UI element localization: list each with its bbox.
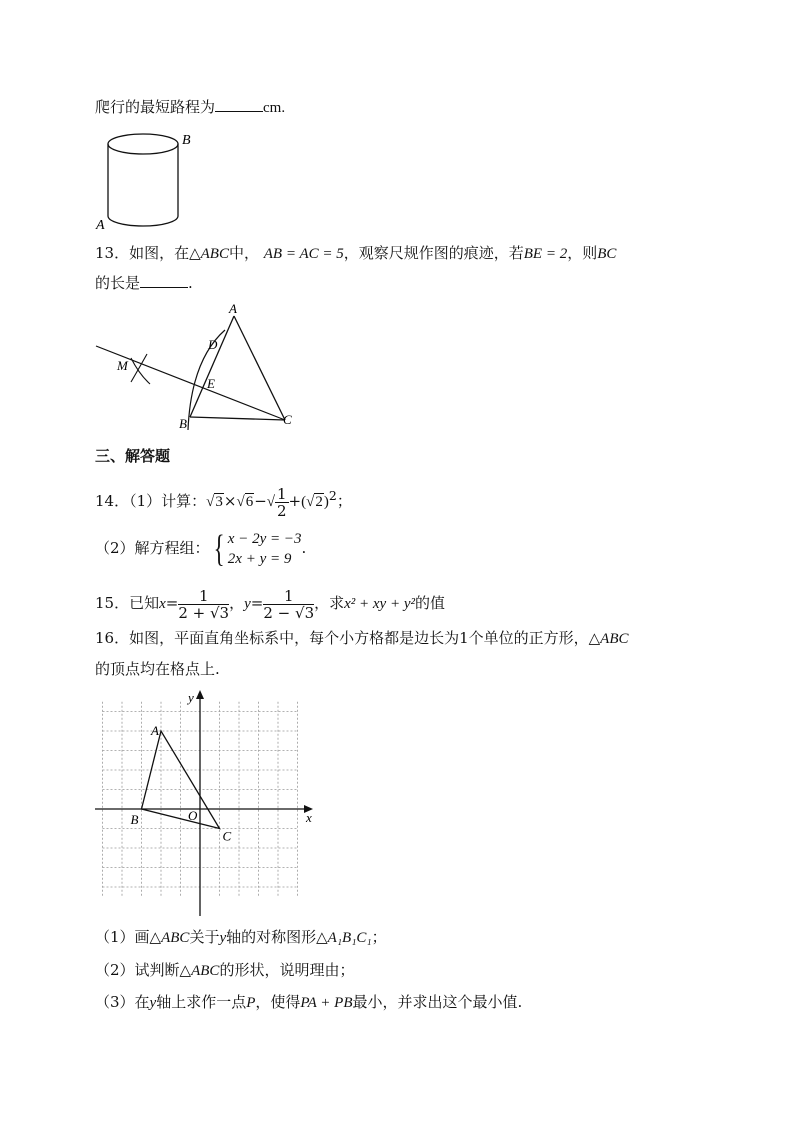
origin-label: O [188, 808, 198, 823]
q16-sub2-b: 的形状，说明理由； [219, 961, 355, 979]
q15-prefix: 15．已知 [95, 594, 160, 612]
q16-sub3 [95, 992, 522, 1013]
q13-then: ，则 [567, 244, 598, 262]
q13-after: ，观察尺规作图的痕迹，若 [343, 244, 524, 262]
q15-frac-y-den: 2 − √3 [263, 603, 315, 622]
q16-sub3-p: P [246, 995, 256, 1011]
cylinder-top-ellipse [108, 134, 178, 154]
axis-label-y: y [188, 690, 194, 705]
q14-sqrt2: 2 [315, 494, 323, 510]
q16-sub3-a: （3）在 [95, 993, 150, 1011]
q15-frac-x [178, 588, 229, 621]
q12-text: 爬行的最短路程为 [95, 98, 216, 116]
q15-eq2: = [250, 594, 264, 612]
q15-frac-x-num: 1 [178, 588, 229, 605]
vertex-label-b: B [130, 812, 139, 827]
label-c: C [283, 412, 292, 427]
label-a: A [229, 301, 237, 316]
q16-sub3-b: 轴上求作一点 [156, 993, 247, 1011]
q14-times: × [223, 492, 237, 510]
q16-sub1-b: 关于 [189, 928, 220, 946]
q14-half-den: 2 [277, 501, 287, 520]
q16-line2: 的顶点均在格点上. [95, 660, 220, 678]
q12-unit: cm. [263, 100, 286, 116]
q16-line1-text: 16．如图，平面直角坐标系中，每个小方格都是边长为1个单位的正方形，△ [95, 629, 601, 647]
q14-part2-prefix: （2）解方程组： [95, 539, 210, 557]
q14-half-frac [275, 486, 289, 519]
q14-eq1: x − 2y = −3 [227, 531, 302, 547]
q16-line1 [95, 628, 629, 649]
q15-expression: x² + xy + y² [344, 596, 415, 612]
q15-y: y [244, 596, 251, 612]
q14-sqrt3: 3 [215, 494, 223, 510]
q15-x: x [159, 596, 166, 612]
q15-ask: ，求 [314, 594, 345, 612]
q13-triangle-name: ABC [200, 246, 229, 262]
q16-sub3-d: 最小，并求出这个最小值. [352, 993, 523, 1011]
q14-square: 2 [328, 488, 337, 503]
q14-sqrt6: 6 [245, 494, 254, 510]
q16-sub1-end: ； [371, 928, 387, 946]
q15-frac-y-num: 1 [263, 588, 314, 605]
y-axis-arrow [196, 690, 204, 699]
q15-frac-y [263, 588, 314, 621]
side-bc [190, 417, 285, 420]
label-e: E [207, 376, 215, 391]
q13-bc: BC [597, 246, 617, 262]
q12-line [95, 97, 285, 118]
q13-line2-end: . [188, 274, 193, 292]
q15-eq1: = [165, 594, 179, 612]
vertex-label-c: C [222, 828, 232, 844]
q16-sub3-expr: PA + PB [300, 995, 353, 1011]
q16-sub1-a: （1）画△ [95, 928, 162, 946]
label-d: D [208, 337, 218, 352]
q12-answer-blank [215, 97, 263, 112]
cylinder-bottom-arc [108, 216, 178, 226]
q16-sub1 [95, 927, 387, 948]
q14-half-num: 1 [277, 484, 287, 503]
side-ab [190, 316, 234, 417]
vertex-label-a: A [151, 723, 159, 738]
q15-comma: ， [229, 594, 245, 612]
q15-frac-x-den: 2 + √3 [178, 603, 230, 622]
compass-arc-m1 [131, 358, 150, 384]
q16-sub1-tri2: A₁B₁C₁ [327, 930, 372, 946]
q14-plus: + [288, 492, 302, 510]
q16-sub1-tri: ABC [161, 930, 190, 946]
q16-sub2 [95, 960, 354, 981]
q16-sub1-c: 轴的对称图形△ [226, 928, 328, 946]
q13-answer-blank [140, 273, 188, 288]
q16-line1-tri: ABC [600, 631, 629, 647]
q16-sub3-c: ，使得 [255, 993, 301, 1011]
q13-figure [95, 300, 305, 435]
label-m: M [117, 358, 128, 373]
q14-part2-end: . [301, 539, 307, 557]
q14-eq2: 2x + y = 9 [227, 551, 292, 567]
q15-line [95, 586, 445, 621]
cylinder-label-b: B [182, 133, 191, 148]
q13-line2 [95, 273, 193, 293]
q16-sub2-a: （2）试判断△ [95, 961, 192, 979]
q14-part1-end: ； [336, 492, 352, 510]
q13-condition: AB = AC = 5 [263, 246, 344, 262]
cylinder-figure [95, 128, 195, 233]
q14-part2: （2）解方程组：{ x − 2y = −3 2x + y = 9 . [95, 528, 307, 570]
q14-minus: − [254, 492, 267, 510]
q13-prefix: 13．如图，在△ [95, 244, 201, 262]
q13-line2-text: 的长是 [95, 274, 141, 292]
q14-part1-prefix: 14．（1）计算： [95, 492, 207, 510]
cylinder-label-a: A [96, 218, 105, 233]
q16-sub2-tri: ABC [191, 963, 220, 979]
q13-mid: 中， [228, 244, 259, 262]
q16-sub1-y: y [219, 930, 227, 946]
q13-be: BE = 2 [523, 246, 568, 262]
section-3-heading: 三、解答题 [95, 447, 171, 465]
q14-equation-system [228, 529, 302, 569]
q14-part1: 14．（1）计算：√3×√6−√ $\frac{1}{2}$ $+(√2)^2$； [95, 484, 352, 520]
label-b: B [179, 416, 187, 431]
axis-label-x: x [306, 810, 312, 825]
side-ac [234, 316, 285, 420]
q16-coordinate-grid [95, 688, 320, 918]
q13-line1 [95, 243, 616, 264]
q16-sub3-y: y [149, 995, 157, 1011]
q15-tail: 的值 [415, 594, 446, 612]
